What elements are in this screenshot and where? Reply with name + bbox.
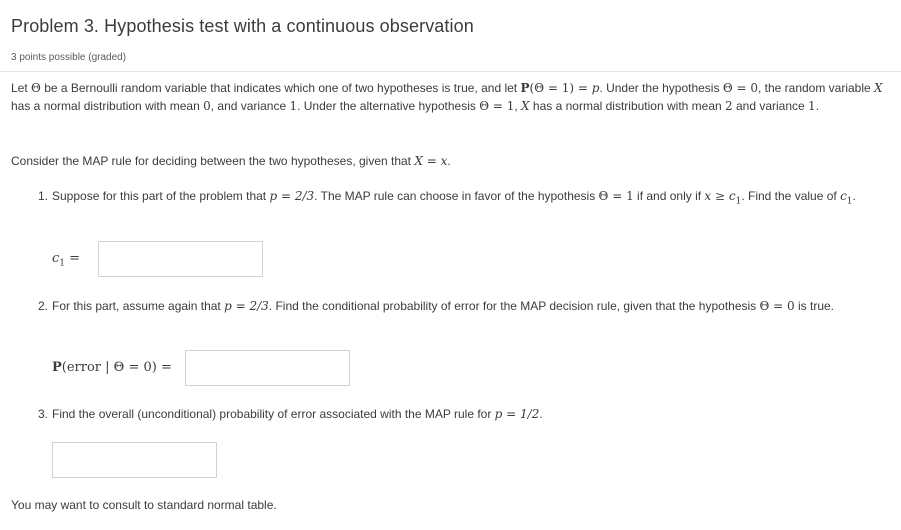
intro-equation: Θ = 0 [722, 81, 758, 95]
intro-text: . Under the alternative hypothesis [297, 99, 480, 113]
question-text: if and only if [633, 189, 705, 203]
problem-intro [11, 79, 891, 115]
c1-answer-input[interactable] [98, 241, 263, 277]
label-c: c [52, 251, 60, 266]
overall-error-answer-input[interactable] [52, 442, 217, 478]
label-prob-symbol: P [52, 360, 62, 375]
consider-paragraph [11, 152, 891, 170]
error-prob-answer-input[interactable] [185, 350, 350, 386]
question-text: For this part, assume again that [52, 299, 225, 313]
intro-number: 1 [289, 99, 298, 113]
question-text: Suppose for this part of the problem that [52, 189, 270, 203]
question-text: . The MAP rule can choose in favor of the hypothesis [314, 189, 599, 203]
intro-text: has a normal distribution with mean [11, 99, 204, 113]
question-text: . [539, 407, 543, 421]
consider-equation: X = x [414, 154, 448, 168]
intro-text: , and variance [210, 99, 290, 113]
intro-text: and variance [732, 99, 809, 113]
question-equation: p = 2/3 [269, 189, 315, 203]
question-3 [38, 405, 888, 424]
intro-text: has a normal distribution with mean [529, 99, 726, 113]
question-text: . Find the value of [741, 189, 841, 203]
question-text: . Find the conditional probability of error for the MAP decision rule, given that the hypothesis [268, 299, 760, 313]
question-text: is true. [794, 299, 835, 313]
intro-x: X [874, 81, 883, 95]
c1-answer-label [52, 250, 80, 269]
question-equation: p = 1/2 [494, 407, 540, 421]
intro-text: , [514, 99, 522, 113]
question-equation: Θ = 0 [759, 299, 795, 313]
points-possible: 3 points possible (graded) [11, 52, 127, 63]
question-equation: c [840, 189, 847, 203]
consider-text: Consider the MAP rule for deciding between the two hypotheses, given that [11, 154, 415, 168]
intro-equation: Θ = 1 [479, 99, 515, 113]
header-divider [0, 71, 901, 72]
problem-title: Problem 3. Hypothesis test with a continuous observation [11, 16, 474, 36]
intro-theta: Θ [31, 81, 41, 95]
intro-number: 2 [725, 99, 733, 113]
intro-p: p [591, 81, 600, 95]
intro-text: . [815, 99, 820, 113]
intro-text: , the random variable [757, 81, 875, 95]
intro-number: 0 [203, 99, 211, 113]
question-2 [38, 297, 888, 316]
question-subscript: 1 [846, 196, 853, 207]
intro-x: X [521, 99, 530, 113]
question-equation: Θ = 1 [598, 189, 634, 203]
question-number: 3. [38, 407, 49, 421]
intro-text: be a Bernoulli random variable that indicates which one of two hypotheses is true, and let [40, 81, 521, 95]
question-number: 2. [38, 299, 49, 313]
question-subscript: 1 [735, 196, 742, 207]
intro-prob-symbol: P [520, 81, 530, 95]
intro-text: . Under the hypothesis [599, 81, 723, 95]
label-expression: (error | Θ = 0) = [61, 360, 172, 375]
label-subscript: 1 [59, 258, 66, 269]
label-equals: = [65, 251, 81, 266]
question-text: Find the overall (unconditional) probability of error associated with the MAP rule for [52, 407, 495, 421]
footnote: You may want to consult to standard normal table. [11, 498, 277, 512]
question-equation: p = 2/3 [224, 299, 269, 313]
question-equation: x ≥ c [704, 189, 736, 203]
intro-equation: (Θ = 1) = [529, 81, 592, 95]
intro-number: 1 [808, 99, 816, 113]
consider-text: . [447, 154, 451, 168]
error-prob-answer-label [52, 359, 172, 375]
question-number: 1. [38, 189, 49, 203]
intro-text: Let [11, 81, 32, 95]
question-text: . [852, 189, 856, 203]
question-1 [38, 187, 888, 211]
